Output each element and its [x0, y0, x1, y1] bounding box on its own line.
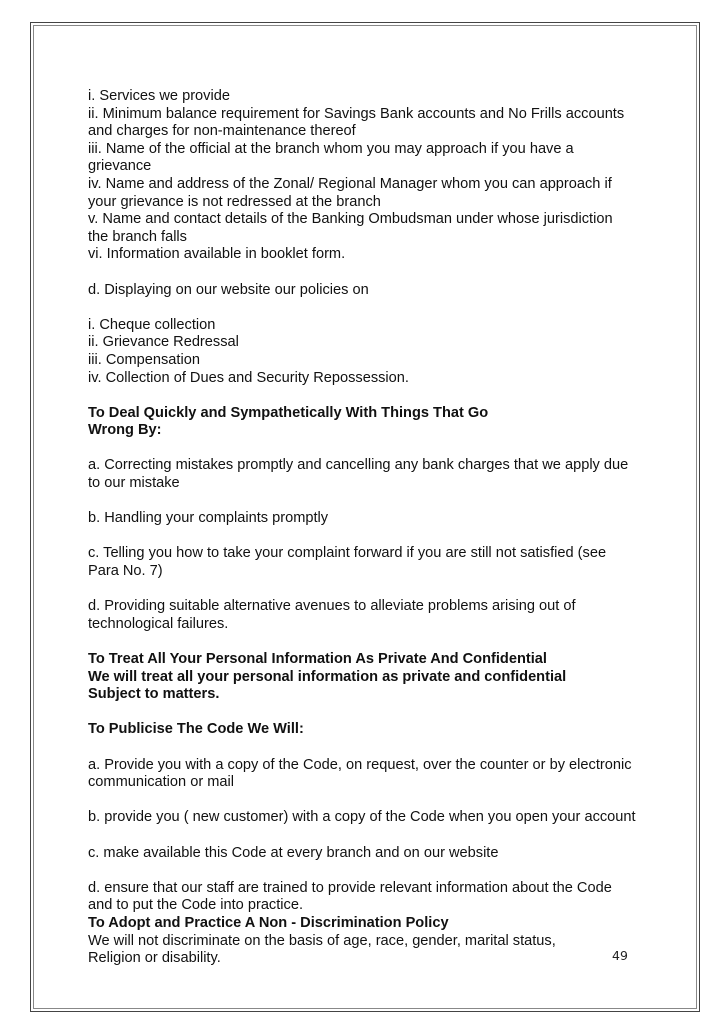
deal-heading-line: Wrong By:: [88, 422, 162, 439]
page-number: 49: [612, 948, 628, 963]
nondiscrimination-body: We will not discriminate on the basis of age, race, gender, marital status,: [88, 932, 556, 949]
info-item: the branch falls: [88, 228, 187, 245]
info-item: iii. Name of the official at the branch whom you may approach if you have a: [88, 140, 574, 157]
nondiscrimination-body: Religion or disability.: [88, 950, 221, 967]
deal-item-a: to our mistake: [88, 475, 180, 492]
website-intro: d. Displaying on our website our policies on: [88, 281, 369, 298]
info-item: v. Name and contact details of the Banking Ombudsman under whose jurisdiction: [88, 211, 613, 228]
private-heading-line: Subject to matters.: [88, 686, 220, 703]
info-item: grievance: [88, 158, 152, 175]
deal-item-c: Para No. 7): [88, 563, 163, 580]
publicise-heading: To Publicise The Code We Will:: [88, 721, 304, 738]
website-item: ii. Grievance Redressal: [88, 334, 239, 351]
website-policy-list: [88, 317, 648, 387]
publicise-item-a: a. Provide you with a copy of the Code, on request, over the counter or by electronic: [88, 756, 632, 773]
info-item: and charges for non-maintenance thereof: [88, 123, 356, 140]
deal-item-c: c. Telling you how to take your complaint forward if you are still not satisfied (see: [88, 545, 607, 562]
website-item: iii. Compensation: [88, 351, 200, 368]
website-item: i. Cheque collection: [88, 316, 216, 333]
deal-item-a: a. Correcting mistakes promptly and cancelling any bank charges that we apply due: [88, 457, 629, 474]
private-heading-line: We will treat all your personal information as private and confidential: [88, 668, 567, 685]
info-item: vi. Information available in booklet form.: [88, 246, 346, 263]
info-item: iv. Name and address of the Zonal/ Regional Manager whom you can approach if: [88, 175, 612, 192]
document-body: [88, 88, 648, 968]
info-item: i. Services we provide: [88, 88, 230, 104]
private-heading: [88, 651, 648, 704]
deal-item-b: b. Handling your complaints promptly: [88, 510, 329, 527]
deal-item-d: technological failures.: [88, 615, 229, 632]
nondiscrimination-heading: To Adopt and Practice A Non - Discrimination Policy: [88, 914, 449, 931]
publicise-item-c: c. make available this Code at every branch and on our website: [88, 844, 499, 861]
info-item: ii. Minimum balance requirement for Savings Bank accounts and No Frills accounts: [88, 105, 625, 122]
publicise-item-d: and to put the Code into practice.: [88, 897, 303, 914]
deal-heading: [88, 405, 648, 440]
info-item: your grievance is not redressed at the branch: [88, 193, 381, 210]
publicise-item-b: b. provide you ( new customer) with a copy of the Code when you open your account: [88, 809, 636, 826]
website-item: iv. Collection of Dues and Security Repossession.: [88, 369, 409, 386]
deal-heading-line: To Deal Quickly and Sympathetically With Things That Go: [88, 404, 489, 421]
information-list: [88, 88, 648, 264]
publicise-item-a: communication or mail: [88, 774, 234, 791]
private-heading-line: To Treat All Your Personal Information As Private And Confidential: [88, 651, 547, 667]
publicise-item-d: d. ensure that our staff are trained to provide relevant information about the Code: [88, 879, 612, 896]
deal-item-d: d. Providing suitable alternative avenues to alleviate problems arising out of: [88, 598, 576, 615]
